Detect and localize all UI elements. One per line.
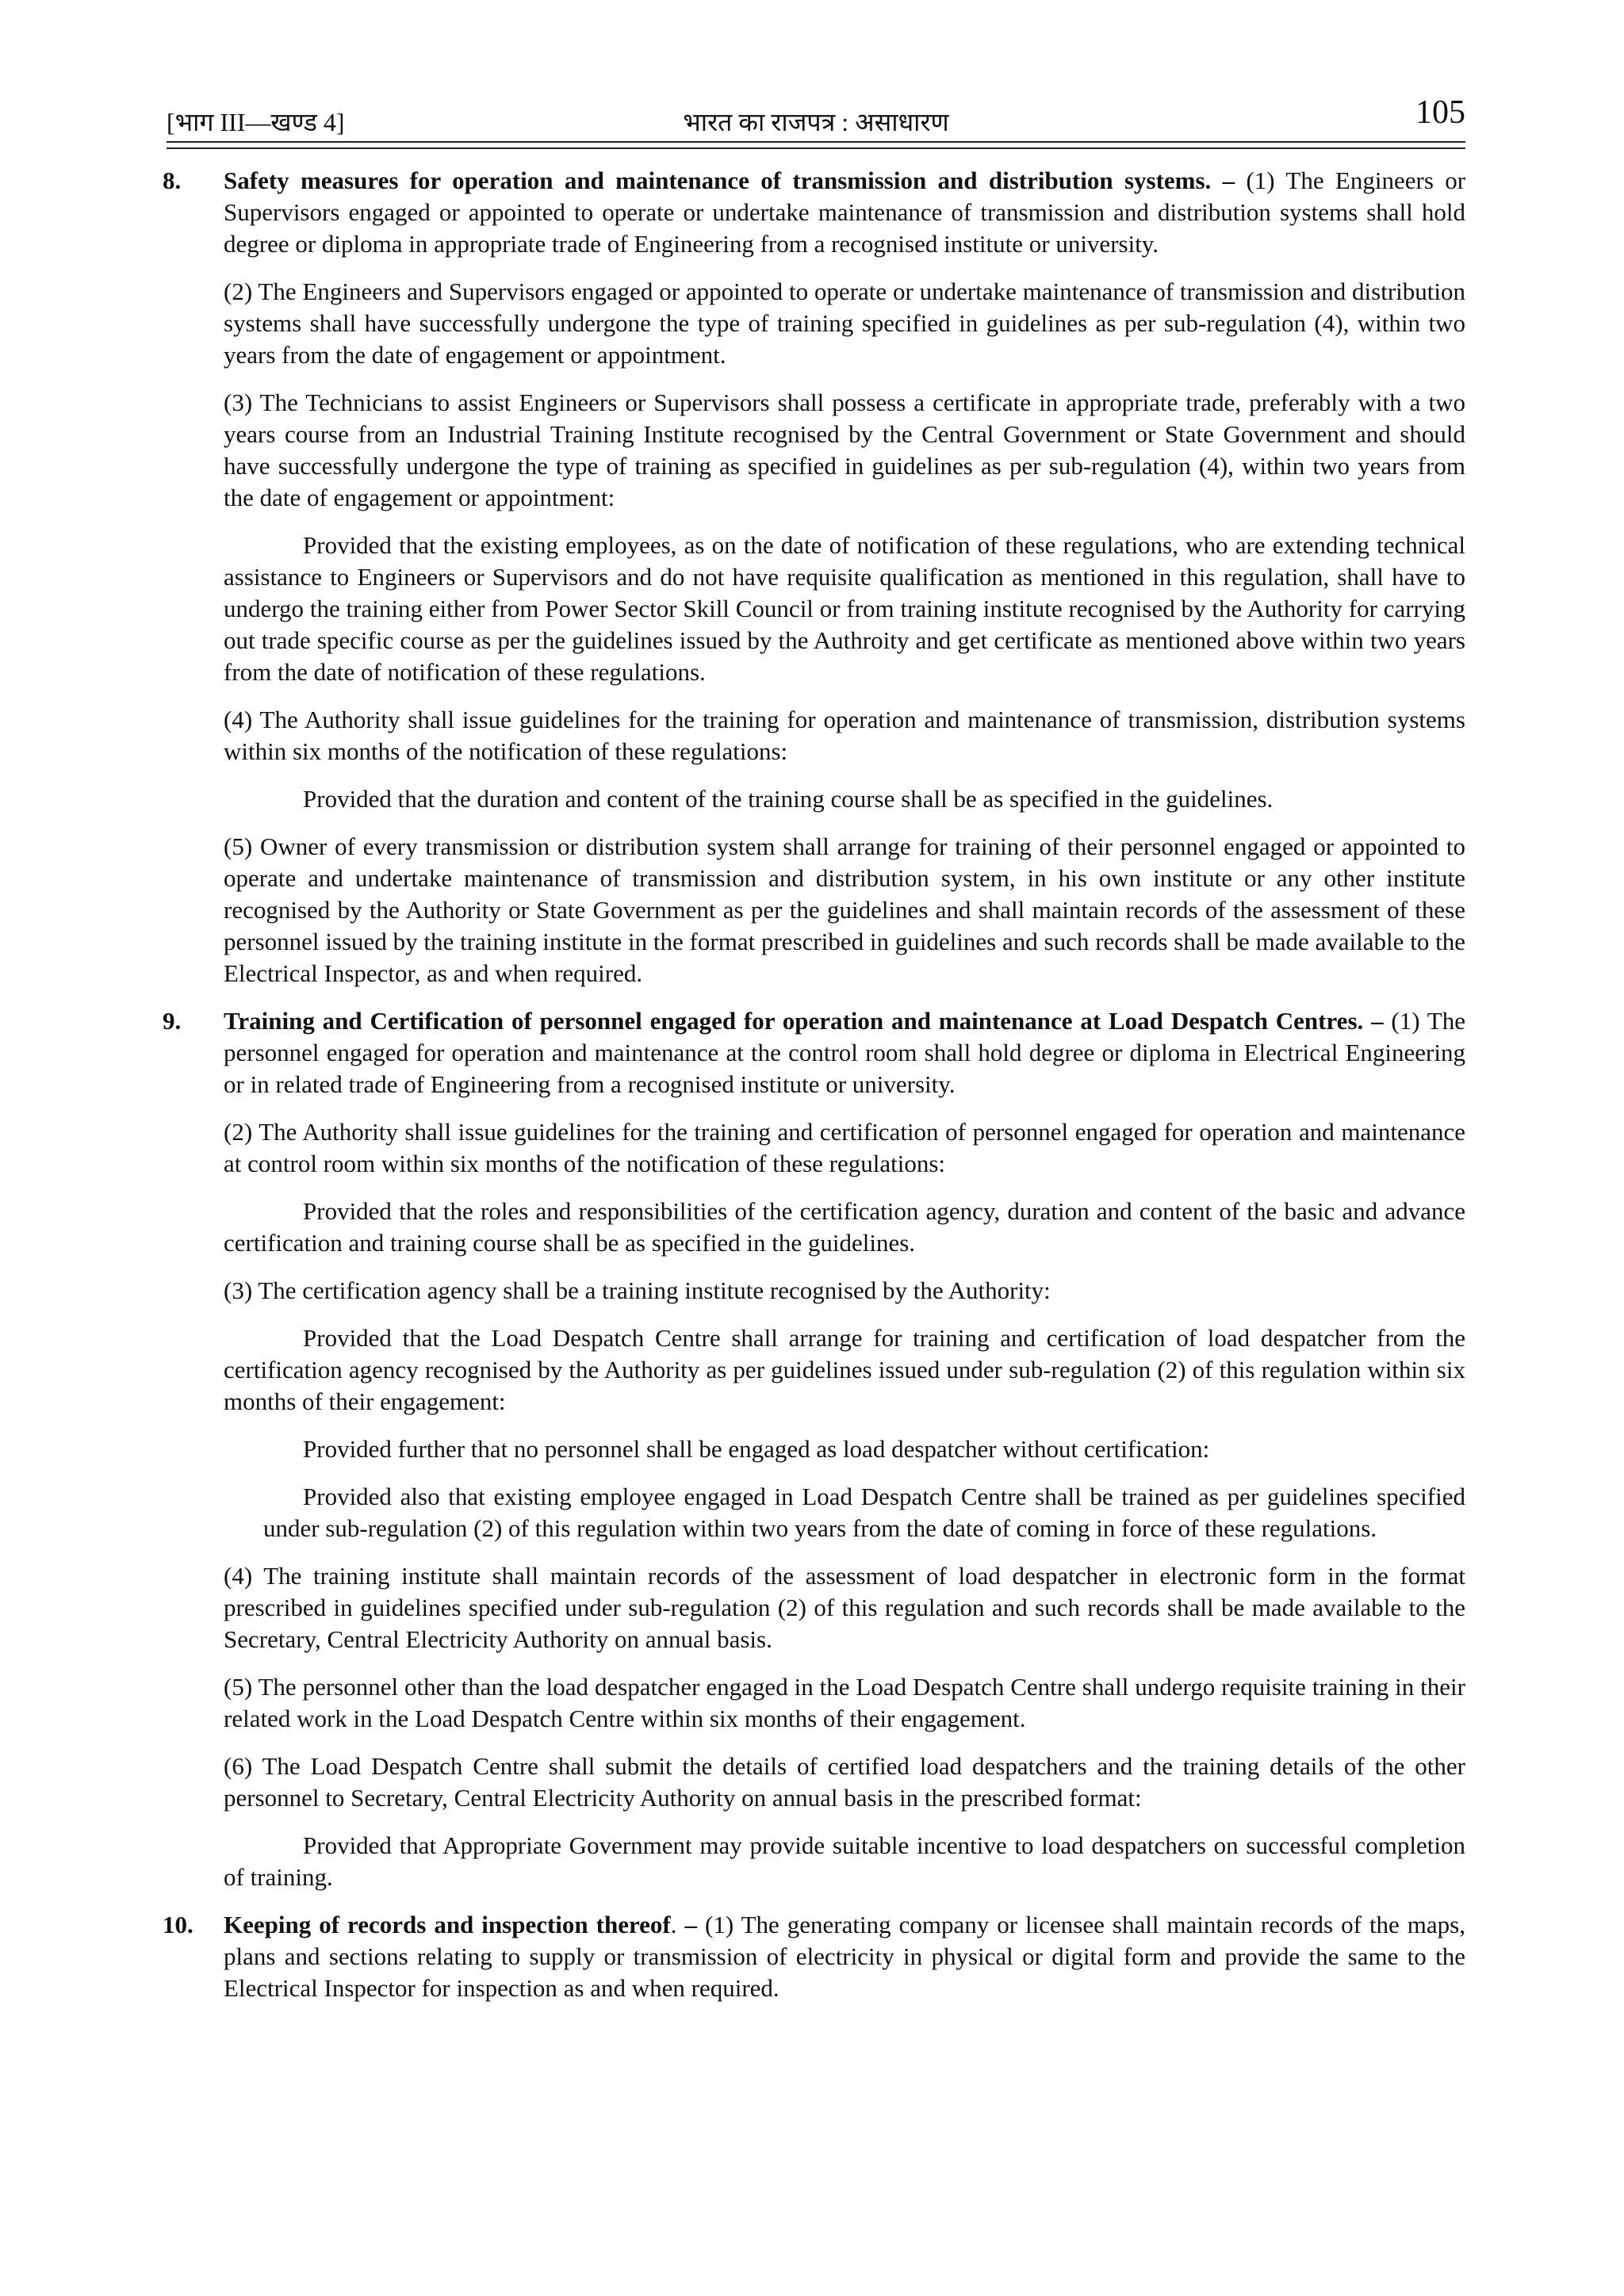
document-body xyxy=(0,165,1624,2004)
section-8-proviso-3: Provided that the existing employees, as on the date of notification of these regulations, who are extending technical assistance to Engineers or Supervisors and do not have requisite qualification as mentioned in this regulation, shall have to undergo the training either from Power Sector Skill Council or from training institute recognised by the Authority for carrying out trade specific course as per the guidelines issued by the Authroity and get certificate as mentioned above within two years from the date of notification of these regulations. xyxy=(224,531,1465,686)
section-9-para-3: (3) The certification agency shall be a training institute recognised by the Authority: xyxy=(224,1276,1051,1304)
para-text: (1) The personnel engaged for operation and maintenance at the control room shall hold degree or diploma in Electrical Engineering or in related trade of Engineering from a recognised institute or university. xyxy=(224,1007,1465,1098)
section-heading: Training and Certification of personnel engaged for operation and maintenance at Load Despatch Centres. xyxy=(224,1007,1364,1035)
para-text: (1) The generating company or licensee shall maintain records of the maps, plans and sections relating to supply or transmission of electricity in physical or digital form and provide the same to the Electrical Inspector for inspection as and when required. xyxy=(224,1911,1465,2002)
section-9-para-2: (2) The Authority shall issue guidelines for the training and certification of personnel engaged for operation and maintenance at control room within six months of the notification of these regulations: xyxy=(224,1118,1465,1177)
header-rule-bottom xyxy=(167,147,1465,149)
section-8 xyxy=(0,165,1624,260)
section-9-para-6: (6) The Load Despatch Centre shall submit the details of certified load despatchers and the training details of the other personnel to Secretary, Central Electricity Authority on annual basis in the prescribed format: xyxy=(224,1752,1465,1812)
section-number: 8. xyxy=(163,166,182,194)
section-8-para-3: (3) The Technicians to assist Engineers or Supervisors shall possess a certificate in appropriate trade, preferably with a two years course from an Industrial Training Institute recognised by the Central Government or State Government and should have successfully undergone the type of training as specified in guidelines as per sub-regulation (4), within two years from the date of engagement or appointment: xyxy=(224,388,1465,511)
section-9-proviso-6: Provided that Appropriate Government may provide suitable incentive to load despatchers on successful completion of training. xyxy=(224,1831,1465,1891)
section-9-proviso-2: Provided that the roles and responsibilities of the certification agency, duration and content of the basic and advance certification and training course shall be as specified in the guidelines. xyxy=(224,1197,1465,1257)
para-text: (1) The Engineers or Supervisors engaged or appointed to operate or undertake maintenance of transmission and distribution systems shall hold degree or diploma in appropriate trade of Engineering from a recognised institute or university. xyxy=(224,166,1466,258)
header-part-label: [भाग III—खण्ड 4] xyxy=(167,108,345,136)
page-number: 105 xyxy=(1415,94,1465,131)
header-gazette-title: भारत का राजपत्र : असाधारण xyxy=(683,108,949,136)
section-8-para-4: (4) The Authority shall issue guidelines for the training for operation and maintenance of transmission, distribution systems within six months of the notification of these regulations: xyxy=(224,706,1465,765)
section-number: 9. xyxy=(163,1007,182,1035)
section-10 xyxy=(0,1909,1624,2004)
section-heading: Safety measures for operation and maintenance of transmission and distribution systems. xyxy=(224,166,1212,194)
section-8-proviso-4: Provided that the duration and content of the training course shall be as specified in the guidelines. xyxy=(303,785,1274,813)
section-9-para-4: (4) The training institute shall maintain records of the assessment of load despatcher in electronic form in the format prescribed in guidelines specified under sub-regulation (2) of this regulation and such records shall be made available to the Secretary, Central Electricity Authority on annual basis. xyxy=(224,1562,1465,1653)
section-8-para-5: (5) Owner of every transmission or distribution system shall arrange for training of their personnel engaged or appointed to operate and undertake maintenance of transmission and distribution system, in his own institute or any other institute recognised by the Authority or State Government as per the guidelines and shall maintain records of the assessment of these personnel issued by the training institute in the format prescribed in guidelines and such records shall be made available to the Electrical Inspector, as and when required. xyxy=(224,832,1465,987)
section-9-proviso-3a: Provided that the Load Despatch Centre shall arrange for training and certification of load despatcher from the certification agency recognised by the Authority as per guidelines issued under sub-regulation (2) of this regulation within six months of their engagement: xyxy=(224,1324,1465,1415)
section-10-para-1: Keeping of records and inspection thereof. – (1) The generating company or licensee shall maintain records of the maps, plans and sections relating to supply or transmission of electricity in physical or digital form and provide the same to the Electrical Inspector for inspection as and when required. xyxy=(224,1911,1465,2002)
em-dash: – xyxy=(1222,166,1235,194)
section-number: 10. xyxy=(163,1911,193,1938)
section-8-para-2: (2) The Engineers and Supervisors engaged or appointed to operate or undertake maintenance of transmission and distribution systems shall have successfully undergone the type of training specified in guidelines as per sub-regulation (4), within two years from the date of engagement or appointment. xyxy=(224,277,1465,369)
section-9-para-1 xyxy=(224,1005,1465,1100)
section-9-proviso-3c: Provided also that existing employee engaged in Load Despatch Centre shall be trained as per guidelines specified under sub-regulation (2) of this regulation within two years from the date of coming in force of these regulations. xyxy=(263,1483,1465,1542)
section-9-para-5: (5) The personnel other than the load despatcher engaged in the Load Despatch Centre shall undergo requisite training in their related work in the Load Despatch Centre within six months of their engagement. xyxy=(224,1673,1465,1732)
section-9-proviso-3b: Provided further that no personnel shall be engaged as load despatcher without certification: xyxy=(303,1435,1210,1463)
em-dash: – xyxy=(1371,1007,1384,1035)
section-8-para-1 xyxy=(224,165,1465,260)
header-rule-top xyxy=(167,141,1465,143)
page-header xyxy=(167,94,1465,141)
em-dash: – xyxy=(684,1911,698,1938)
section-heading: Keeping of records and inspection thereof xyxy=(224,1911,671,1938)
section-9 xyxy=(0,1005,1624,1100)
